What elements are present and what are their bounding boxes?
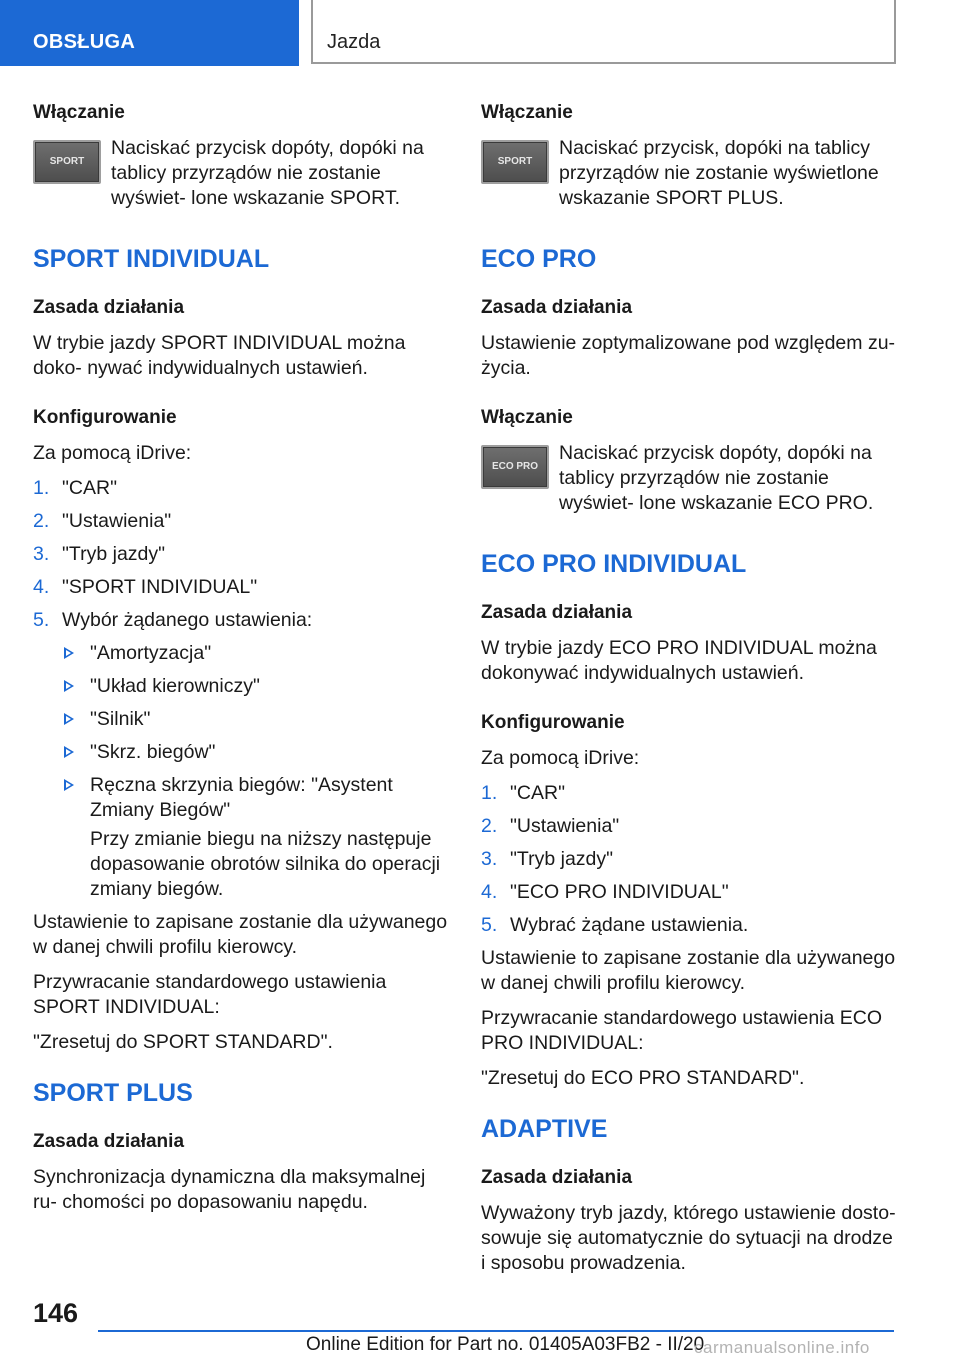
list-item: 2. "Ustawienia" (33, 510, 172, 532)
chapter-title: Jazda (311, 0, 896, 64)
list-item: 1. "CAR" (481, 782, 566, 804)
section-title-sport-plus: SPORT PLUS (33, 1079, 193, 1107)
principle-text: Wyważony tryb jazdy, którego ustawienie dosto- sowuje się automatycznie do sytuacji na drodze i sposobu prowadzenia. (481, 1202, 896, 1274)
activation-heading: Włączanie (481, 407, 573, 428)
saved-text: Ustawienie to zapisane zostanie dla używanego w danej chwili profilu kierowcy. (33, 911, 448, 958)
principle-text: W trybie jazdy ECO PRO INDIVIDUAL można dokonywać indywidualnych ustawień. (481, 637, 877, 684)
principle-heading: Zasada działania (481, 602, 633, 623)
sport-button-icon: SPORT (481, 140, 549, 184)
page-header (0, 0, 960, 66)
section-title-adaptive: ADAPTIVE (481, 1115, 608, 1143)
triangle-bullet-icon (64, 746, 74, 758)
sub-steps (62, 641, 449, 902)
section-title-eco-pro-individual: ECO PRO INDIVIDUAL (481, 550, 747, 578)
sub-list-item: "Silnik" (62, 707, 449, 732)
watermark: carmanualsonline.info (694, 1338, 870, 1357)
config-heading: Konfigurowanie (33, 407, 177, 428)
footer-divider (98, 1330, 894, 1332)
page-number: 146 (33, 1298, 79, 1328)
activation-block (33, 136, 449, 221)
list-item: 1. "CAR" (33, 477, 118, 499)
activation-block (481, 441, 897, 526)
config-steps (481, 781, 897, 938)
config-intro: Za pomocą iDrive: (481, 747, 640, 769)
triangle-bullet-icon (64, 713, 74, 725)
sub-list-item: "Amortyzacja" (62, 641, 449, 666)
sub-list-item: "Układ kierowniczy" (62, 674, 449, 699)
principle-text: Ustawienie zoptymalizowane pod względem zu- życia. (481, 332, 896, 379)
activation-text: Naciskać przycisk dopóty, dopóki na tablicy przyrządów nie zostanie wyświet- lone wskazanie ECO PRO. (559, 442, 874, 514)
principle-heading: Zasada działania (33, 1131, 185, 1152)
list-item: 5. Wybór żądanego ustawienia: "Amortyzacja" "Układ kierowniczy" "Silnik" "Skrz. biegów" Ręczna skrzynia biegów: "Asystent Zmiany Biegów" Przy zmianie biegu na niższy następuje dopasowanie obrotów silnika do operacji zmiany biegów. (33, 608, 449, 902)
substep-note: Przy zmianie biegu na niższy następuje dopasowanie obrotów silnika do operacji zmiany biegów. (90, 828, 441, 900)
reset-text: Przywracanie standardowego ustawienia ECO PRO INDIVIDUAL: (481, 1007, 883, 1054)
principle-heading: Zasada działania (33, 297, 185, 318)
sub-list-item: Ręczna skrzynia biegów: "Asystent Zmiany Biegów" Przy zmianie biegu na niższy następuje dopasowanie obrotów silnika do operacji zmiany biegów. (62, 773, 449, 902)
activation-heading: Włączanie (481, 102, 573, 123)
activation-text: Naciskać przycisk, dopóki na tablicy przyrządów nie zostanie wyświetlone wskazanie SPORT PLUS. (559, 137, 879, 209)
activation-block (481, 136, 897, 221)
list-item: 5. Wybrać żądane ustawienia. (481, 914, 749, 936)
list-item: 3. "Tryb jazdy" (33, 543, 166, 565)
sport-button-icon: SPORT (33, 140, 101, 184)
reset-value: "Zresetuj do ECO PRO STANDARD". (481, 1067, 805, 1089)
list-item: 3. "Tryb jazdy" (481, 848, 614, 870)
config-intro: Za pomocą iDrive: (33, 442, 192, 464)
sub-list-item: "Skrz. biegów" (62, 740, 449, 765)
triangle-bullet-icon (64, 647, 74, 659)
principle-heading: Zasada działania (481, 297, 633, 318)
reset-value: "Zresetuj do SPORT STANDARD". (33, 1031, 333, 1053)
activation-heading: Włączanie (33, 102, 125, 123)
list-item: 2. "Ustawienia" (481, 815, 620, 837)
right-column (481, 100, 897, 1286)
section-title-eco-pro: ECO PRO (481, 245, 597, 273)
edition-text: Online Edition for Part no. 01405A03FB2 - II/20 (306, 1334, 705, 1355)
config-steps (33, 476, 449, 902)
activation-text: Naciskać przycisk dopóty, dopóki na tablicy przyrządów nie zostanie wyświet- lone wskazanie SPORT. (111, 137, 424, 209)
principle-text: Synchronizacja dynamiczna dla maksymalnej ru- chomości po dopasowaniu napędu. (33, 1166, 426, 1213)
config-heading: Konfigurowanie (481, 712, 625, 733)
principle-text: W trybie jazdy SPORT INDIVIDUAL można doko- nywać indywidualnych ustawień. (33, 332, 406, 379)
list-item: 4. "ECO PRO INDIVIDUAL" (481, 881, 729, 903)
reset-text: Przywracanie standardowego ustawienia SPORT INDIVIDUAL: (33, 971, 387, 1018)
section-tab: OBSŁUGA (0, 0, 299, 66)
principle-heading: Zasada działania (481, 1167, 633, 1188)
section-title-sport-individual: SPORT INDIVIDUAL (33, 245, 270, 273)
list-item: 4. "SPORT INDIVIDUAL" (33, 576, 258, 598)
triangle-bullet-icon (64, 680, 74, 692)
left-column (33, 100, 449, 1225)
saved-text: Ustawienie to zapisane zostanie dla używanego w danej chwili profilu kierowcy. (481, 947, 896, 994)
triangle-bullet-icon (64, 779, 74, 791)
eco-pro-button-icon: ECO PRO (481, 445, 549, 489)
